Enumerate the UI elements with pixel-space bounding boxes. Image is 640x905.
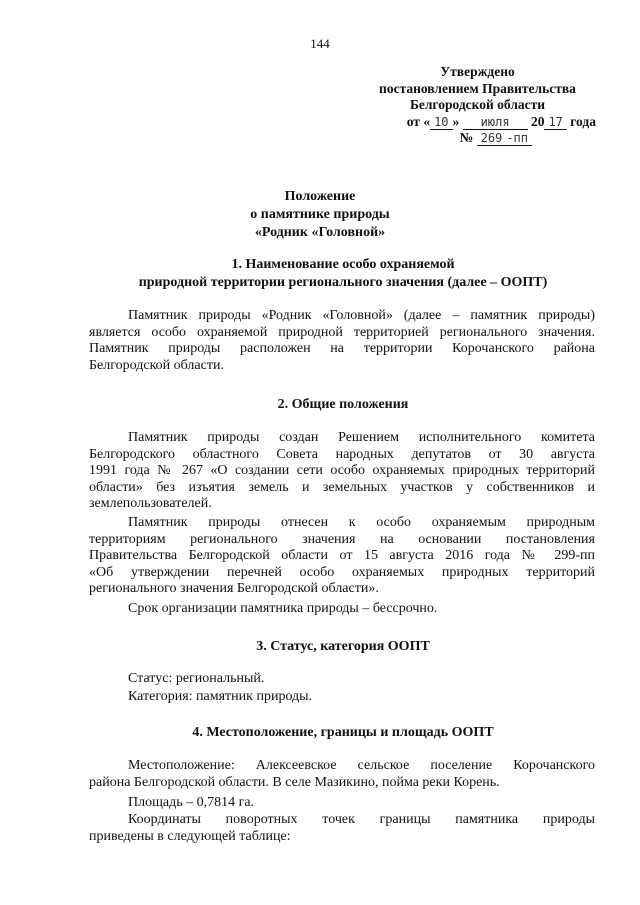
section-4-paragraph-2	[89, 812, 595, 845]
date-month: июля	[463, 115, 528, 130]
number-prefix: №	[459, 130, 474, 145]
category-line: Категория: памятник природы.	[128, 689, 313, 704]
section-2-heading	[88, 396, 598, 414]
section-3-heading	[88, 638, 598, 656]
paragraph-line: Местоположение: Алексеевское сельское поселение Корочанского	[128, 758, 595, 773]
section-4-paragraph-1	[89, 758, 595, 791]
status-line: Статус: региональный.	[128, 671, 265, 686]
approval-resolution: постановлением Правительства	[379, 80, 576, 96]
paragraph-line: приведены в следующей таблице:	[89, 828, 291, 844]
section-1-heading-line-2: природной территории регионального значения (далее – ООПТ)	[138, 274, 548, 290]
section-2-paragraph-3: Срок организации памятника природы – бессрочно.	[128, 601, 438, 616]
date-day: 10	[430, 115, 452, 130]
paragraph-line: Памятник природы создан Решением исполнительного комитета	[128, 430, 595, 445]
section-1-paragraph	[89, 308, 595, 374]
approval-title: Утверждено	[440, 64, 515, 79]
date-year-prefix: 20	[530, 113, 545, 129]
paragraph-line: «Об утверждении перечней особо охраняемых природных территорий	[89, 564, 595, 580]
paragraph-line: Координаты поворотных точек границы памятника природы	[128, 812, 595, 827]
paragraph-line: Правительства Белгородской области от 15 августа 2016 года № 299-пп	[89, 548, 595, 564]
approval-number	[345, 130, 610, 147]
number-suffix: -пп	[506, 131, 532, 146]
paragraph-line: регионального значения Белгородской области».	[89, 581, 379, 597]
paragraph-line: Белгородской области.	[89, 357, 224, 373]
paragraph-line: является особо охраняемой природной территорией регионального значения.	[89, 324, 595, 340]
section-4-heading	[88, 724, 598, 742]
approval-region: Белгородской области	[409, 97, 546, 112]
section-1-heading-line-1: 1. Наименование особо охраняемой	[231, 257, 455, 272]
title-line-3: «Родник «Головной»	[254, 225, 386, 240]
paragraph-line: 1991 года № 267 «О создании сети особо охраняемых природных территорий	[89, 463, 595, 479]
section-4-heading-text: 4. Местоположение, границы и площадь ООПТ	[192, 725, 494, 740]
approval-stamp	[345, 64, 610, 147]
section-1-heading	[88, 256, 598, 291]
section-2-heading-text: 2. Общие положения	[277, 397, 409, 412]
paragraph-line: территориям регионального значения на основании постановления	[89, 531, 595, 547]
section-2-paragraph-2	[89, 515, 595, 598]
date-prefix: от «	[406, 113, 431, 129]
paragraph-line: Памятник природы «Родник «Головной» (далее – памятник природы)	[128, 308, 595, 323]
paragraph-line: Памятник природы расположен на территории Корочанского района	[89, 341, 595, 357]
document-title	[0, 188, 640, 242]
paragraph-line: Белгородского областного Совета народных депутатов от 30 августа	[89, 446, 595, 462]
title-line-1: Положение	[284, 189, 356, 204]
paragraph-line: области» без изъятия земель и земельных участков у собственников и	[89, 479, 595, 495]
paragraph-line: Памятник природы отнесен к особо охраняемым природным	[128, 515, 595, 530]
section-3-heading-text: 3. Статус, категория ООПТ	[256, 639, 430, 654]
number-value: 269	[477, 131, 507, 146]
page-number: 144	[310, 36, 330, 51]
section-2-paragraph-1	[89, 430, 595, 513]
paragraph-line: землепользователей.	[89, 496, 212, 512]
title-line-2: о памятнике природы	[250, 207, 390, 222]
date-mid: »	[452, 113, 460, 129]
approval-date	[345, 114, 610, 131]
date-year-suffix: 17	[544, 115, 566, 130]
area-line: Площадь – 0,7814 га.	[128, 795, 255, 810]
date-suffix: года	[570, 113, 596, 129]
paragraph-line: района Белгородской области. В селе Мазикино, пойма реки Корень.	[89, 774, 500, 790]
